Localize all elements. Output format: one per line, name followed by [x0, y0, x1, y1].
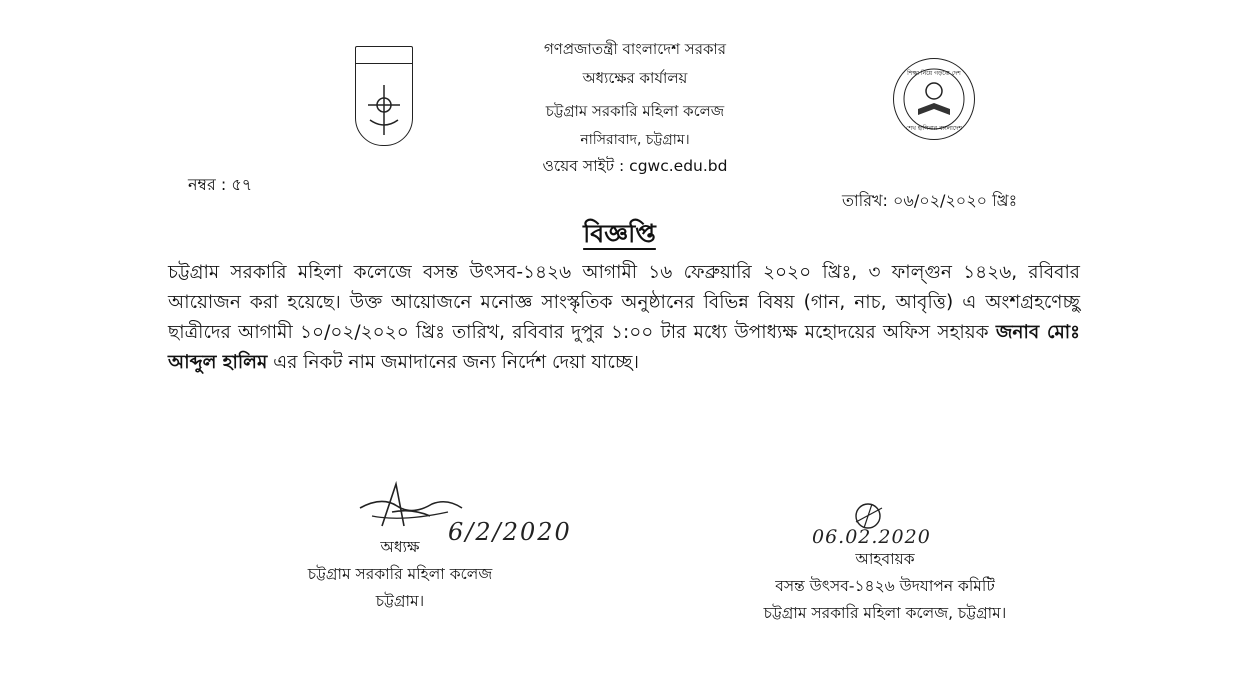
- body-text-part1: চট্টগ্রাম সরকারি মহিলা কলেজে বসন্ত উৎসব-১৪২৬ আগামী ১৬ ফেব্রুয়ারি ২০২০ খ্রিঃ, ৩ ফাল্গুন ১৪২৬, রবিবার আয়োজন করা হয়েছে। উক্ত আয়োজনে মনোজ্ঞ সাংস্কৃতিক অনুষ্ঠানের বিভিন্ন বিষয় (গান, নাচ, আবৃত্তি) এ অংশগ্রহণেচ্ছু ছাত্রীদের আগামী ১০/০২/২০২০ খ্রিঃ তারিখ, রবিবার দুপুর ১:০০ টার মধ্যে উপাধ্যক্ষ মহোদয়ের অফিস সহায়ক: [168, 262, 1080, 343]
- logo-arc-text: শিক্ষা নিয়ে গড়বো দেশ: [907, 70, 961, 77]
- notice-body: [168, 258, 1080, 378]
- office-name: অধ্যক্ষের কার্যালয়: [582, 69, 688, 87]
- website: ওয়েব সাইট : cgwc.edu.bd: [542, 157, 728, 175]
- convener-handwritten-date: 06.02.2020: [812, 526, 931, 548]
- college-name: চট্টগ্রাম সরকারি মহিলা কলেজ: [545, 102, 725, 120]
- logo-emblem-icon: [356, 75, 412, 145]
- principal-college: চট্টগ্রাম সরকারি মহিলা কলেজ: [307, 565, 493, 583]
- convener-college: চট্টগ্রাম সরকারি মহিলা কলেজ, চট্টগ্রাম।: [763, 604, 1007, 622]
- principal-city: চট্টগ্রাম।: [375, 592, 425, 610]
- notice-title: বিজ্ঞপ্তি: [583, 219, 656, 248]
- college-logo: [355, 46, 413, 146]
- campaign-logo: [893, 58, 975, 140]
- memo-date: তারিখ: ০৬/০২/২০২০ খ্রিঃ: [842, 191, 1018, 210]
- govt-name: গণপ্রজাতন্ত্রী বাংলাদেশ সরকার: [543, 40, 727, 58]
- memo-number: নম্বর : ৫৭: [188, 175, 253, 194]
- convener-title: আহবায়ক: [855, 550, 915, 568]
- body-text-part2: এর নিকট নাম জমাদানের জন্য নির্দেশ দেয়া যাচ্ছে।: [267, 352, 639, 373]
- convener-committee: বসন্ত উৎসব-১৪২৬ উদযাপন কমিটি: [775, 577, 995, 595]
- principal-title: অধ্যক্ষ: [380, 538, 420, 556]
- logo-bottom-text: শেখ হাসিনার বাংলাদেশ: [906, 125, 962, 132]
- logo-motto: [356, 47, 412, 64]
- principal-signature-block: [250, 534, 550, 615]
- college-address: নাসিরাবাদ, চট্টগ্রাম।: [580, 132, 690, 148]
- convener-signature-block: [690, 546, 1080, 627]
- principal-handwritten-date: 6/2/2020: [448, 518, 572, 546]
- body-person-name: জনাব মোঃ আব্দুল হালিম: [168, 322, 1081, 373]
